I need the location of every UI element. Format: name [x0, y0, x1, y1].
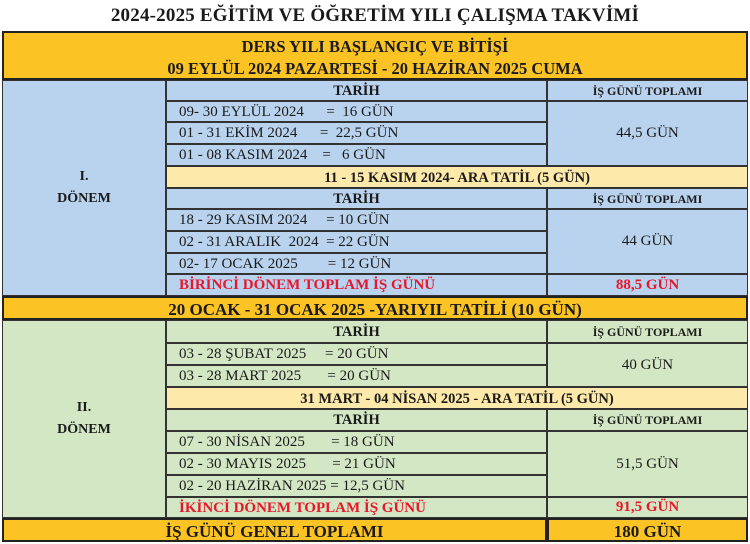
term-2-row-1: 03 - 28 ŞUBAT 2025 = 20 GÜN: [166, 343, 547, 365]
term-2-block-2-total: 51,5 GÜN: [547, 431, 748, 497]
term-2-date-header-2: TARİH: [166, 409, 547, 431]
term-1-mid-break: 11 - 15 KASIM 2024- ARA TATİL (5 GÜN): [166, 166, 748, 188]
term-1-row-2: 01 - 31 EKİM 2024 = 22,5 GÜN: [166, 122, 547, 144]
term-1-row-3: 01 - 08 KASIM 2024 = 6 GÜN: [166, 144, 547, 166]
term-1-word: DÖNEM: [57, 191, 111, 206]
term-2-word: DÖNEM: [57, 422, 111, 437]
term-1-sum-label: BİRİNCİ DÖNEM TOPLAM İŞ GÜNÜ: [166, 274, 547, 296]
term-2-row-2: 03 - 28 MART 2025 = 20 GÜN: [166, 365, 547, 387]
term-1-row-1: 09- 30 EYLÜL 2024 = 16 GÜN: [166, 101, 547, 122]
term-1-block-2-total: 44 GÜN: [547, 209, 748, 274]
grand-total-label: İŞ GÜNÜ GENEL TOPLAMI: [2, 518, 547, 542]
term-2-date-header: TARİH: [166, 320, 547, 343]
term-2-label: [2, 320, 166, 518]
term-1-total-header: İŞ GÜNÜ TOPLAMI: [547, 80, 748, 101]
term-2-mid-break: 31 MART - 04 NİSAN 2025 - ARA TATİL (5 GÜN): [166, 387, 748, 409]
term-2-sum-value: 91,5 GÜN: [547, 497, 748, 518]
term-1-row-5: 02 - 31 ARALIK 2024 = 22 GÜN: [166, 231, 547, 253]
term-2-row-3: 07 - 30 NİSAN 2025 = 18 GÜN: [166, 431, 547, 453]
term-1-label: [2, 80, 166, 296]
term-1-row-4: 18 - 29 KASIM 2024 = 10 GÜN: [166, 209, 547, 231]
term-2-row-4: 02 - 30 MAYIS 2025 = 21 GÜN: [166, 453, 547, 475]
term-1-block-1-total: 44,5 GÜN: [547, 101, 748, 166]
page-title: 2024-2025 EĞİTİM VE ÖĞRETİM YILI ÇALIŞMA TAKVİMİ: [110, 5, 640, 26]
term-1-sum-value: 88,5 GÜN: [547, 274, 748, 296]
header-line-2: 09 EYLÜL 2024 PAZARTESİ - 20 HAZİRAN 2025 CUMA: [167, 59, 583, 78]
term-2-total-header: İŞ GÜNÜ TOPLAMI: [547, 320, 748, 343]
term-2-sum-label: İKİNCİ DÖNEM TOPLAM İŞ GÜNÜ: [166, 497, 547, 518]
header-line-1: DERS YILI BAŞLANGIÇ VE BİTİŞİ: [241, 37, 509, 56]
semester-break: 20 OCAK - 31 OCAK 2025 -YARIYIL TATİLİ (10 GÜN): [2, 296, 748, 320]
term-1-date-header: TARİH: [166, 80, 547, 101]
term-2-row-5: 02 - 20 HAZİRAN 2025 = 12,5 GÜN: [166, 475, 547, 497]
school-year-header: [2, 31, 748, 80]
term-1-date-header-2: TARİH: [166, 188, 547, 209]
term-1-numeral: I.: [79, 169, 89, 184]
term-2-total-header-2: İŞ GÜNÜ TOPLAMI: [547, 409, 748, 431]
term-1-row-6: 02- 17 OCAK 2025 = 12 GÜN: [166, 253, 547, 274]
term-2-numeral: II.: [76, 400, 92, 415]
term-1-total-header-2: İŞ GÜNÜ TOPLAMI: [547, 188, 748, 209]
term-2-block-1-total: 40 GÜN: [547, 343, 748, 387]
grand-total-value: 180 GÜN: [547, 518, 748, 542]
